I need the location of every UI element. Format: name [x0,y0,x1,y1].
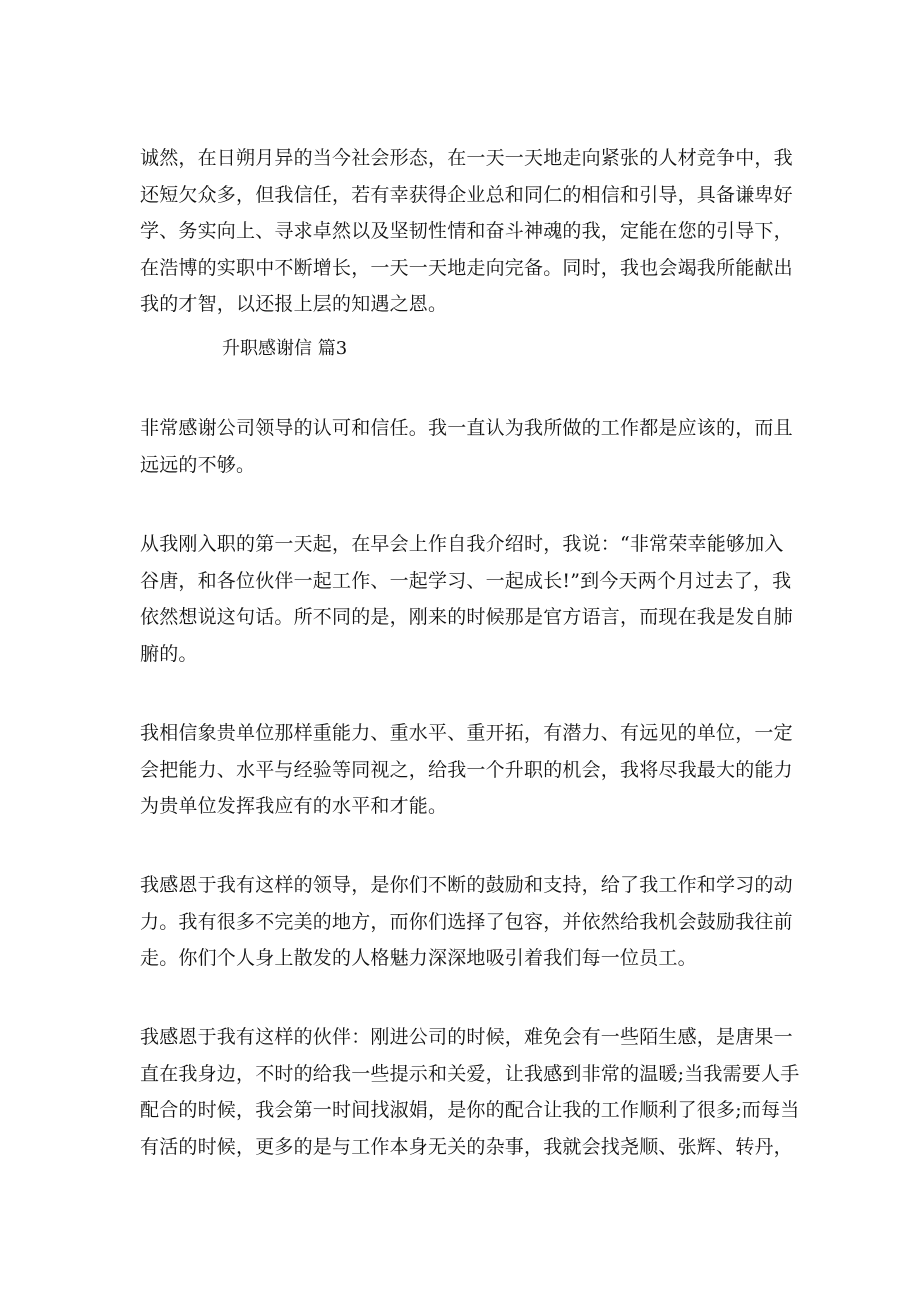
paragraph-line: 我相信象贵单位那样重能力、重水平、重开拓，有潜力、有远见的单位，一定 [140,722,793,744]
paragraph-line: 非常感谢公司领导的认可和信任。我一直认为我所做的工作都是应该的，而且 [140,417,793,439]
paragraph-line: 诚然，在日朔月异的当今社会形态，在一天一天地走向紧张的人材竞争中，我 [140,147,793,169]
paragraph-line: 在浩博的实职中不断增长，一天一天地走向完备。同时，我也会竭我所能献出 [140,256,793,279]
paragraph-line: 我感恩于我有这样的领导，是你们不断的鼓励和支持，给了我工作和学习的动 [140,874,793,896]
paragraph-line: 有活的时候，更多的是与工作本身无关的杂事，我就会找尧顺、张辉、转丹， [140,1135,793,1158]
paragraph-belief [140,715,793,825]
paragraph-leaders [140,867,793,977]
section-heading: 升职感谢信 篇3 [222,338,348,359]
paragraph-partners [140,1019,800,1165]
paragraph-line: 直在我身边，不时的给我一些提示和关爱，让我感到非常的温暖;当我需要人手 [140,1062,800,1085]
paragraph-line: 配合的时候，我会第一时间找淑娟，是你的配合让我的工作顺利了很多;而每当 [140,1099,800,1121]
paragraph-line: 还短欠众多，但我信任，若有幸获得企业总和同仁的相信和引导，具备谦卑好 [140,183,793,206]
paragraph-line: 学、务实向上、寻求卓然以及坚韧性情和奋斗神魂的我，定能在您的引导下， [140,220,793,242]
paragraph-line: 依然想说这句话。所不同的是，刚来的时候那是官方语言，而现在我是发自肺 [140,606,793,628]
paragraph-line: 远远的不够。 [140,453,256,476]
paragraph-line: 我感恩于我有这样的伙伴：刚进公司的时候，难免会有一些陌生感，是唐果一 [140,1026,793,1048]
paragraph-line: 腑的。 [140,642,198,665]
paragraph-line: 为贵单位发挥我应有的水平和才能。 [140,795,448,817]
paragraph-line: 走。你们个人身上散发的人格魅力深深地吸引着我们每一位员工。 [140,947,697,969]
paragraph-line: 我的才智，以还报上层的知遇之恩。 [140,293,448,315]
paragraph-line: 力。我有很多不完美的地方，而你们选择了包容，并依然给我机会鼓励我往前 [140,910,793,933]
paragraph-line: 会把能力、水平与经验等同视之，给我一个升职的机会，我将尽我最大的能力 [140,758,793,781]
paragraph-gratitude [140,410,793,483]
paragraph-line: 谷唐，和各位伙伴一起工作、一起学习、一起成长!”到今天两个月过去了，我 [140,569,792,592]
paragraph-line: 从我刚入职的第一天起，在早会上作自我介绍时，我说：“非常荣幸能够加入 [140,533,784,555]
intro-paragraph [140,140,793,323]
paragraph-first-day [140,526,793,672]
